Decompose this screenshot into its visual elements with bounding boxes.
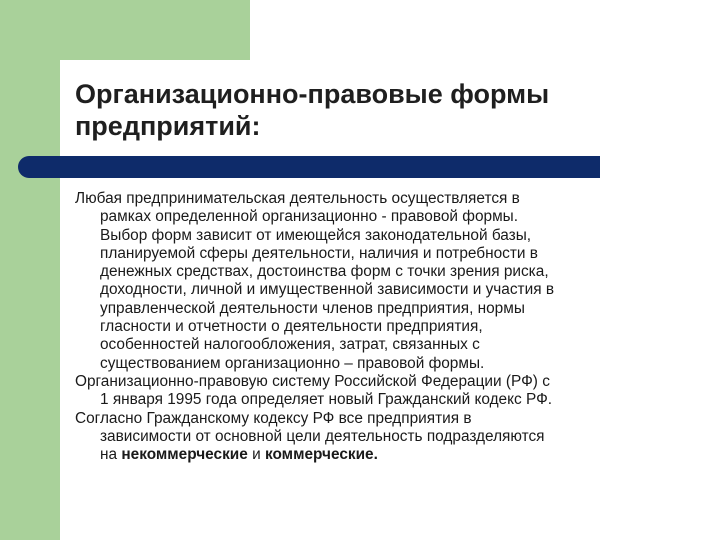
paragraph-line: существованием организационно – правовой формы. bbox=[100, 354, 485, 372]
paragraph-line: зависимости от основной цели деятельность подразделяются bbox=[100, 427, 545, 445]
slide-body bbox=[75, 190, 705, 464]
paragraph-3 bbox=[75, 410, 705, 465]
paragraph-line: денежных средствах, достоинства форм с точки зрения риска, bbox=[100, 263, 549, 281]
paragraph-1 bbox=[75, 190, 705, 373]
green-top-block bbox=[0, 0, 250, 60]
title-line-1: Организационно-правовые формы bbox=[75, 79, 550, 109]
paragraph-line: особенностей налогообложения, затрат, связанных с bbox=[100, 336, 480, 354]
title-divider-bar bbox=[18, 156, 600, 178]
paragraph-2 bbox=[75, 373, 705, 410]
text-prefix: на bbox=[100, 446, 122, 464]
paragraph-line: Выбор форм зависит от имеющейся законодательной базы, bbox=[100, 226, 532, 244]
paragraph-line: доходности, личной и имущественной зависимости и участия в bbox=[100, 281, 554, 299]
paragraph-line: Согласно Гражданскому кодексу РФ все предприятия в bbox=[75, 409, 472, 427]
text-conjunction: и bbox=[247, 446, 265, 464]
paragraph-last-line bbox=[75, 446, 705, 464]
paragraph-line: планируемой сферы деятельности, наличия и потребности в bbox=[100, 244, 538, 262]
paragraph-line: Организационно-правовую систему Российской Федерации (РФ) с bbox=[75, 372, 550, 390]
slide-title bbox=[75, 78, 675, 142]
title-line-2: предприятий: bbox=[75, 111, 261, 141]
paragraph-line: Любая предпринимательская деятельность осуществляется в bbox=[75, 190, 520, 207]
bold-term-commercial: коммерческие. bbox=[264, 446, 378, 464]
paragraph-line: 1 января 1995 года определяет новый Гражданский кодекс РФ. bbox=[100, 391, 553, 409]
green-side-strip bbox=[0, 0, 60, 540]
bold-term-noncommercial: некоммерческие bbox=[121, 446, 248, 464]
paragraph-line: рамках определенной организационно - правовой формы. bbox=[100, 208, 519, 226]
paragraph-line: гласности и отчетности о деятельности предприятия, bbox=[100, 318, 483, 336]
paragraph-line: управленческой деятельности членов предприятия, нормы bbox=[100, 299, 525, 317]
